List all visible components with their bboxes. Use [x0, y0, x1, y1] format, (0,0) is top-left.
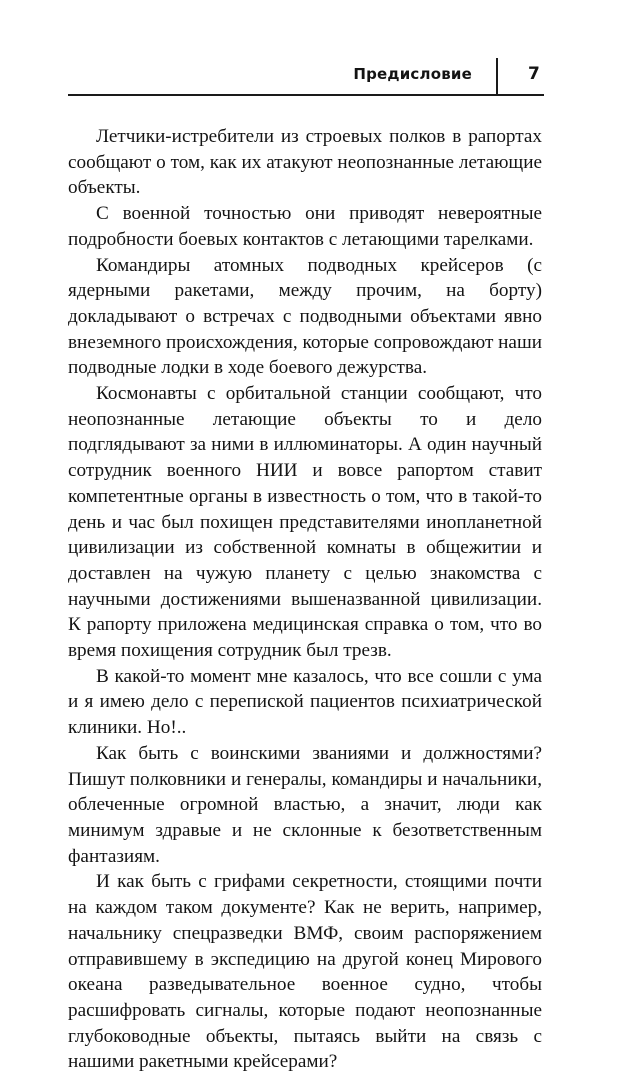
running-header: [68, 58, 544, 97]
paragraph: Космонавты с орбитальной станции сообщают, что неопознанные летающие объекты то и дело подглядывают за ними в иллюминаторы. А один научный сотрудник военного НИИ и вовсе рапортом ставит компетентные органы в известность о том, что в такой-то день и час был похищен представителями инопланетной цивилизации из собственной комнаты в общежитии и доставлен на чужую планету с целью знакомства с научными достижениями вышеназванной цивилизации. К рапорту приложена медицинская справка о том, что во время похищения сотрудник был трезв.: [68, 383, 542, 662]
paragraph: Как быть с воинскими званиями и должностями? Пишут полковники и генералы, командиры и начальники, облеченные огромной властью, а значит, люди как минимум здравые и не склонные к безответственным фантазиям.: [68, 742, 542, 867]
paragraph: В какой-то момент мне казалось, что все сошли с ума и я имею дело с перепиской пациентов психиатрической клиники. Но!..: [68, 665, 542, 739]
page-number: 7: [528, 64, 540, 84]
body-text: [68, 124, 542, 1075]
paragraph: И как быть с грифами секретности, стоящими почти на каждом таком документе? Как не верить, например, начальнику спецразведки ВМФ, своим распоряжением отправившему в экспедицию на другой конец Мирового океана разведывательное военное судно, чтобы расшифровать сигналы, которые подают неопознанные глубоководные объекты, пытаясь выйти на связь с нашими ракетными крейсерами?: [68, 871, 542, 1073]
paragraph: С военной точностью они приводят невероятные подробности боевых контактов с летающими тарелками.: [68, 203, 542, 250]
header-rule: [68, 94, 544, 96]
header-divider-vertical: [496, 58, 498, 96]
paragraph: Летчики-истребители из строевых полков в рапортах сообщают о том, как их атакуют неопознанные летающие объекты.: [68, 126, 542, 199]
running-title: Предисловие: [353, 65, 472, 83]
paragraph: Командиры атомных подводных крейсеров (с ядерными ракетами, между прочим, на борту) докладывают о встречах с подводными объектами явно внеземного происхождения, которые сопровождают наши подводные лодки в ходе боевого дежурства.: [68, 254, 542, 379]
